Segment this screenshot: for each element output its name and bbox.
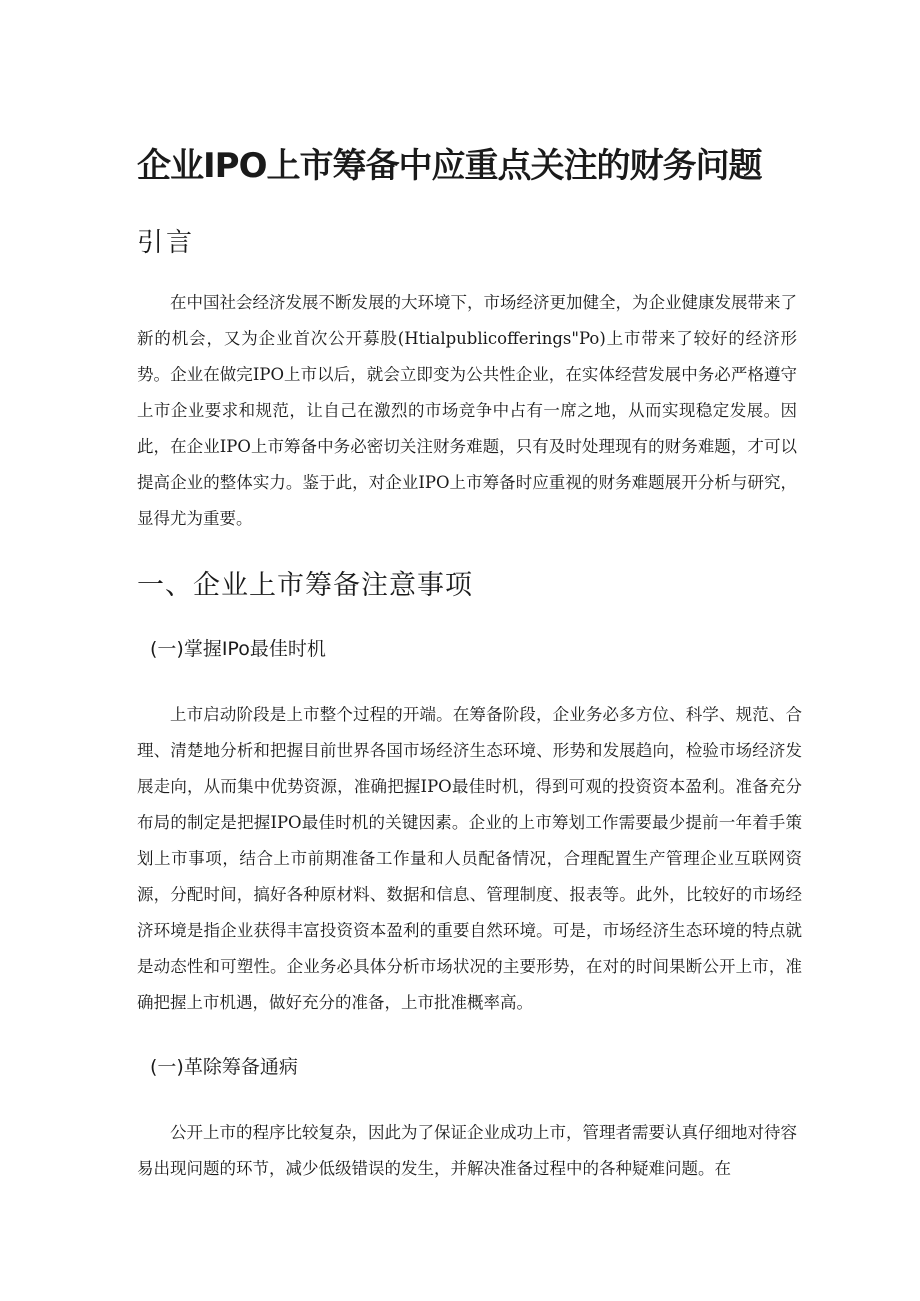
subsection-paragraph-1: 上市启动阶段是上市整个过程的开端。在筹备阶段，企业务必多方位、科学、规范、合理、清楚地分析和把握目前世界各国市场经济生态环境、形势和发展趋向，检验市场经济发展走向，从而集中优势资源，准确把握IPO最佳时机，得到可观的投资资本盈利。准备充分布局的制定是把握IPO最佳时机的关键因素。企业的上市筹划工作需要最少提前一年着手策划上市事项，结合上市前期准备工作量和人员配备情况，合理配置生产管理企业互联网资源，分配时间，搞好各种原材料、数据和信息、管理制度、报表等。此外，比较好的市场经济环境是指企业获得丰富投资资本盈利的重要自然环境。可是，市场经济生态环境的特点就是动态性和可塑性。企业务必具体分析市场状况的主要形势，在对的时间果断公开上市，准确把握上市机遇，做好充分的准备，上市批准概率高。 bbox=[137, 705, 802, 1012]
document-title: 企业IPO上市筹备中应重点关注的财务问题 bbox=[137, 146, 762, 186]
section-heading-1: 一、企业上市筹备注意事项 bbox=[137, 570, 473, 601]
subsection-heading-1: (一)掌握IPo最佳时机 bbox=[150, 638, 326, 660]
intro-heading: 引言 bbox=[137, 228, 196, 258]
intro-paragraph: 在中国社会经济发展不断发展的大环境下，市场经济更加健全，为企业健康发展带来了新的机会，又为企业首次公开募股(Htialpublicofferings"Po)上市带来了较好的经济形势。企业在做完IPO上市以后，就会立即变为公共性企业，在实体经营发展中务必严格遵守上市企业要求和规范，让自己在激烈的市场竞争中占有一席之地，从而实现稳定发展。因此，在企业IPO上市筹备中务必密切关注财务难题，只有及时处理现有的财务难题，才可以提高企业的整体实力。鉴于此，对企业IPO上市筹备时应重视的财务难题展开分析与研究，显得尤为重要。 bbox=[137, 293, 797, 528]
subsection-heading-2: (一)革除筹备通病 bbox=[150, 1056, 298, 1078]
subsection-paragraph-2: 公开上市的程序比较复杂，因此为了保证企业成功上市，管理者需要认真仔细地对待容易出现问题的环节，减少低级错误的发生，并解决准备过程中的各种疑难问题。在 bbox=[137, 1123, 797, 1178]
